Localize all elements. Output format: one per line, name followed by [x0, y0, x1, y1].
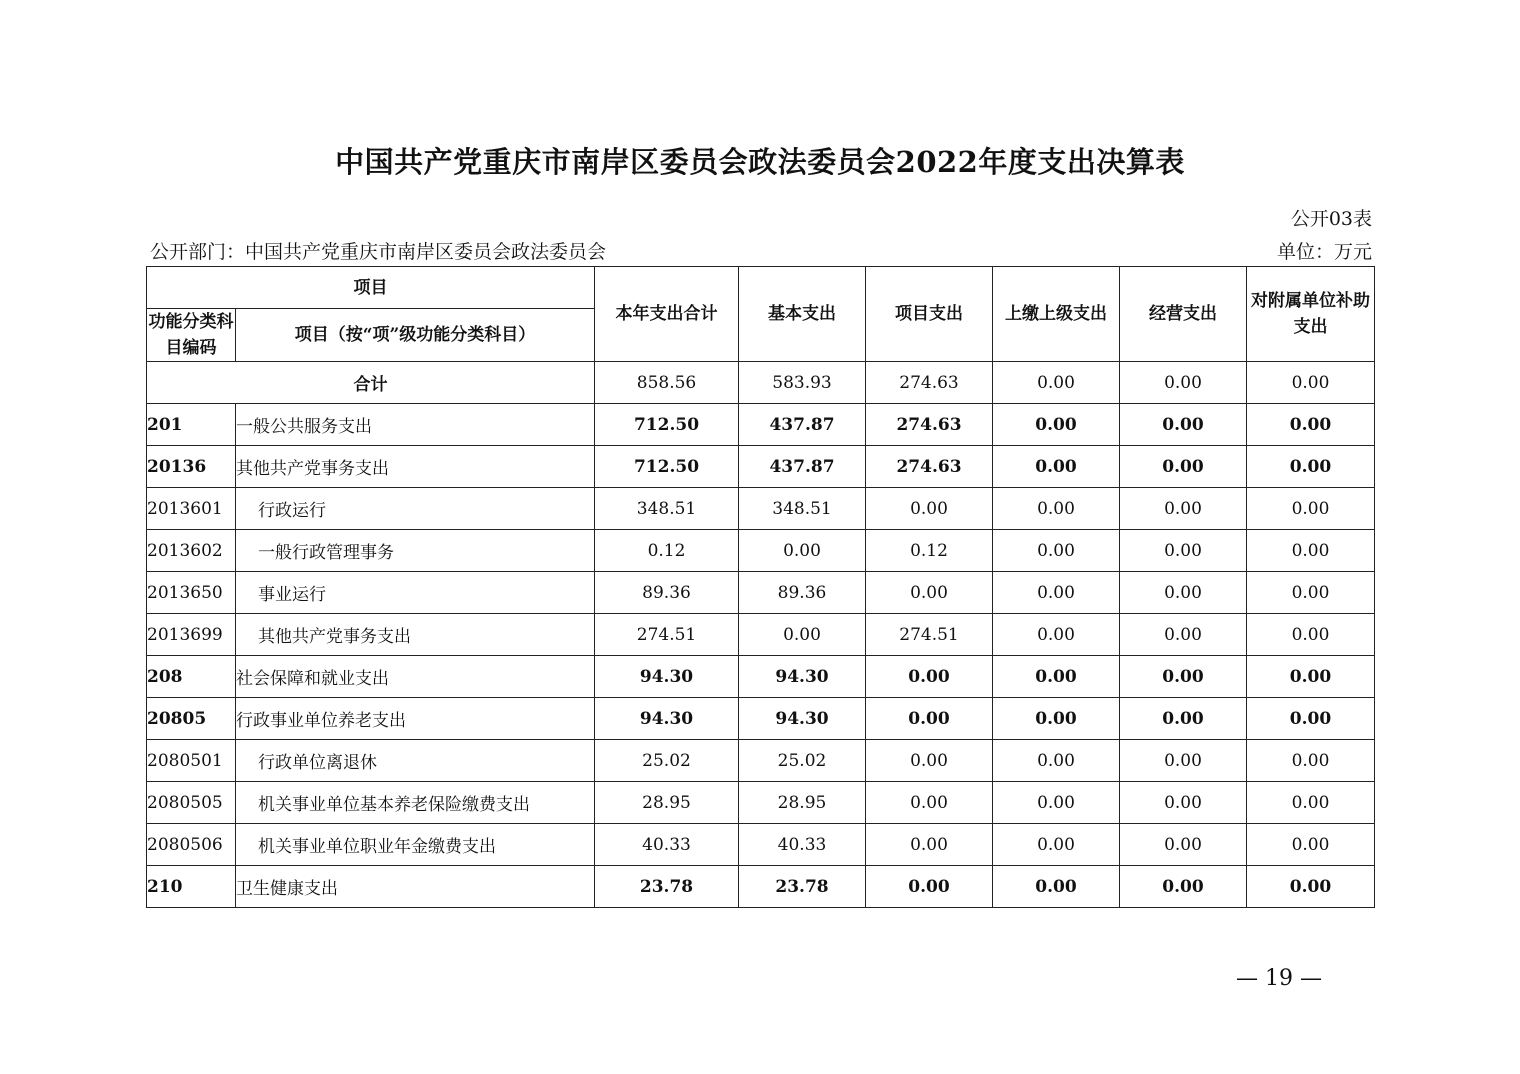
amount-cell: 0.00: [1120, 782, 1247, 824]
amount-cell: 0.00: [1247, 698, 1375, 740]
item-name-cell: 事业运行: [236, 572, 595, 614]
total-value: 858.56: [595, 362, 739, 404]
amount-cell: 89.36: [595, 572, 739, 614]
table-row: [147, 404, 1375, 446]
amount-cell: 274.63: [866, 404, 993, 446]
amount-cell: 0.00: [866, 656, 993, 698]
amount-cell: 0.00: [1120, 740, 1247, 782]
amount-cell: 0.00: [866, 824, 993, 866]
amount-cell: 0.00: [1120, 698, 1247, 740]
amount-cell: 0.12: [595, 530, 739, 572]
function-code-cell: 2080506: [147, 824, 236, 866]
amount-cell: 0.00: [993, 656, 1120, 698]
amount-cell: 0.00: [1247, 656, 1375, 698]
function-code-cell: 2080505: [147, 782, 236, 824]
table-row: [147, 488, 1375, 530]
function-code-cell: 208: [147, 656, 236, 698]
amount-cell: 0.00: [866, 740, 993, 782]
amount-cell: 0.00: [993, 866, 1120, 908]
amount-cell: 0.00: [1120, 614, 1247, 656]
function-code-cell: 2013650: [147, 572, 236, 614]
item-name-cell: 机关事业单位基本养老保险缴费支出: [236, 782, 595, 824]
table-row: [147, 782, 1375, 824]
amount-cell: 0.00: [1247, 446, 1375, 488]
amount-cell: 0.00: [739, 530, 866, 572]
function-code-cell: 2080501: [147, 740, 236, 782]
amount-cell: 0.00: [866, 488, 993, 530]
page-title: 中国共产党重庆市南岸区委员会政法委员会2022年度支出决算表: [335, 145, 1185, 179]
amount-cell: 0.00: [866, 866, 993, 908]
function-code-cell: 201: [147, 404, 236, 446]
item-name-cell: 卫生健康支出: [236, 866, 595, 908]
table-row: [147, 614, 1375, 656]
amount-cell: 28.95: [739, 782, 866, 824]
expenditure-table: [146, 266, 1375, 908]
function-code-cell: 2013602: [147, 530, 236, 572]
amount-cell: 0.00: [1247, 824, 1375, 866]
function-code-cell: 20136: [147, 446, 236, 488]
table-row: [147, 656, 1375, 698]
department-label: 公开部门：中国共产党重庆市南岸区委员会政法委员会: [150, 241, 607, 263]
amount-cell: 28.95: [595, 782, 739, 824]
item-name-cell: 机关事业单位职业年金缴费支出: [236, 824, 595, 866]
total-value: 0.00: [1247, 362, 1375, 404]
amount-cell: 0.00: [1120, 656, 1247, 698]
amount-cell: 94.30: [739, 656, 866, 698]
amount-cell: 89.36: [739, 572, 866, 614]
table-row: [147, 866, 1375, 908]
page-number: — 19 —: [1236, 966, 1322, 991]
total-value: 0.00: [1120, 362, 1247, 404]
amount-cell: 94.30: [595, 656, 739, 698]
unit-label: 单位：万元: [1276, 241, 1372, 263]
amount-cell: 0.00: [1120, 530, 1247, 572]
amount-cell: 0.00: [1120, 572, 1247, 614]
header-basic-expenditure: 基本支出: [739, 267, 866, 362]
amount-cell: 0.00: [1120, 866, 1247, 908]
amount-cell: 0.00: [1247, 572, 1375, 614]
amount-cell: 0.00: [1120, 446, 1247, 488]
table-row: [147, 530, 1375, 572]
item-name-cell: 行政事业单位养老支出: [236, 698, 595, 740]
header-operating-expenditure: 经营支出: [1120, 267, 1247, 362]
amount-cell: 0.00: [1247, 488, 1375, 530]
total-value: 0.00: [993, 362, 1120, 404]
item-name-cell: 行政运行: [236, 488, 595, 530]
total-row: [147, 362, 1375, 404]
header-item-name: 项目（按“项”级功能分类科目）: [236, 309, 595, 362]
amount-cell: 0.00: [1247, 866, 1375, 908]
amount-cell: 0.00: [1247, 782, 1375, 824]
amount-cell: 0.00: [1120, 404, 1247, 446]
table-row: [147, 824, 1375, 866]
function-code-cell: 2013601: [147, 488, 236, 530]
amount-cell: 23.78: [739, 866, 866, 908]
amount-cell: 23.78: [595, 866, 739, 908]
amount-cell: 0.00: [993, 782, 1120, 824]
table-row: [147, 740, 1375, 782]
amount-cell: 0.00: [1247, 530, 1375, 572]
item-name-cell: 其他共产党事务支出: [236, 614, 595, 656]
amount-cell: 0.00: [993, 614, 1120, 656]
item-name-cell: 一般行政管理事务: [236, 530, 595, 572]
amount-cell: 94.30: [595, 698, 739, 740]
total-value: 274.63: [866, 362, 993, 404]
amount-cell: 0.00: [866, 572, 993, 614]
total-label: 合计: [147, 362, 595, 404]
function-code-cell: 20805: [147, 698, 236, 740]
amount-cell: 437.87: [739, 404, 866, 446]
amount-cell: 0.00: [993, 404, 1120, 446]
amount-cell: 0.00: [993, 740, 1120, 782]
amount-cell: 94.30: [739, 698, 866, 740]
amount-cell: 0.00: [866, 698, 993, 740]
amount-cell: 0.00: [866, 782, 993, 824]
amount-cell: 0.00: [993, 530, 1120, 572]
function-code-cell: 210: [147, 866, 236, 908]
header-project: 项目: [147, 267, 595, 309]
header-function-code: 功能分类科目编码: [147, 309, 236, 362]
amount-cell: 348.51: [595, 488, 739, 530]
item-name-cell: 其他共产党事务支出: [236, 446, 595, 488]
table-row: [147, 572, 1375, 614]
amount-cell: 0.00: [993, 824, 1120, 866]
amount-cell: 40.33: [739, 824, 866, 866]
amount-cell: 712.50: [595, 446, 739, 488]
header-remit-superior: 上缴上级支出: [993, 267, 1120, 362]
amount-cell: 0.00: [1247, 614, 1375, 656]
amount-cell: 0.00: [993, 446, 1120, 488]
header-total-expenditure: 本年支出合计: [595, 267, 739, 362]
item-name-cell: 社会保障和就业支出: [236, 656, 595, 698]
amount-cell: 0.00: [1120, 488, 1247, 530]
amount-cell: 0.00: [739, 614, 866, 656]
table-row: [147, 446, 1375, 488]
amount-cell: 0.00: [1247, 404, 1375, 446]
amount-cell: 348.51: [739, 488, 866, 530]
total-value: 583.93: [739, 362, 866, 404]
amount-cell: 274.51: [866, 614, 993, 656]
amount-cell: 25.02: [595, 740, 739, 782]
amount-cell: 437.87: [739, 446, 866, 488]
header-project-expenditure: 项目支出: [866, 267, 993, 362]
amount-cell: 0.00: [1120, 824, 1247, 866]
amount-cell: 0.00: [993, 572, 1120, 614]
item-name-cell: 行政单位离退休: [236, 740, 595, 782]
table-row: [147, 698, 1375, 740]
amount-cell: 274.51: [595, 614, 739, 656]
amount-cell: 0.12: [866, 530, 993, 572]
amount-cell: 274.63: [866, 446, 993, 488]
item-name-cell: 一般公共服务支出: [236, 404, 595, 446]
header-subsidy-affiliated: 对附属单位补助支出: [1247, 267, 1375, 362]
function-code-cell: 2013699: [147, 614, 236, 656]
amount-cell: 0.00: [993, 698, 1120, 740]
amount-cell: 0.00: [993, 488, 1120, 530]
form-number: 公开03表: [1290, 208, 1372, 230]
amount-cell: 0.00: [1247, 740, 1375, 782]
amount-cell: 25.02: [739, 740, 866, 782]
amount-cell: 712.50: [595, 404, 739, 446]
amount-cell: 40.33: [595, 824, 739, 866]
